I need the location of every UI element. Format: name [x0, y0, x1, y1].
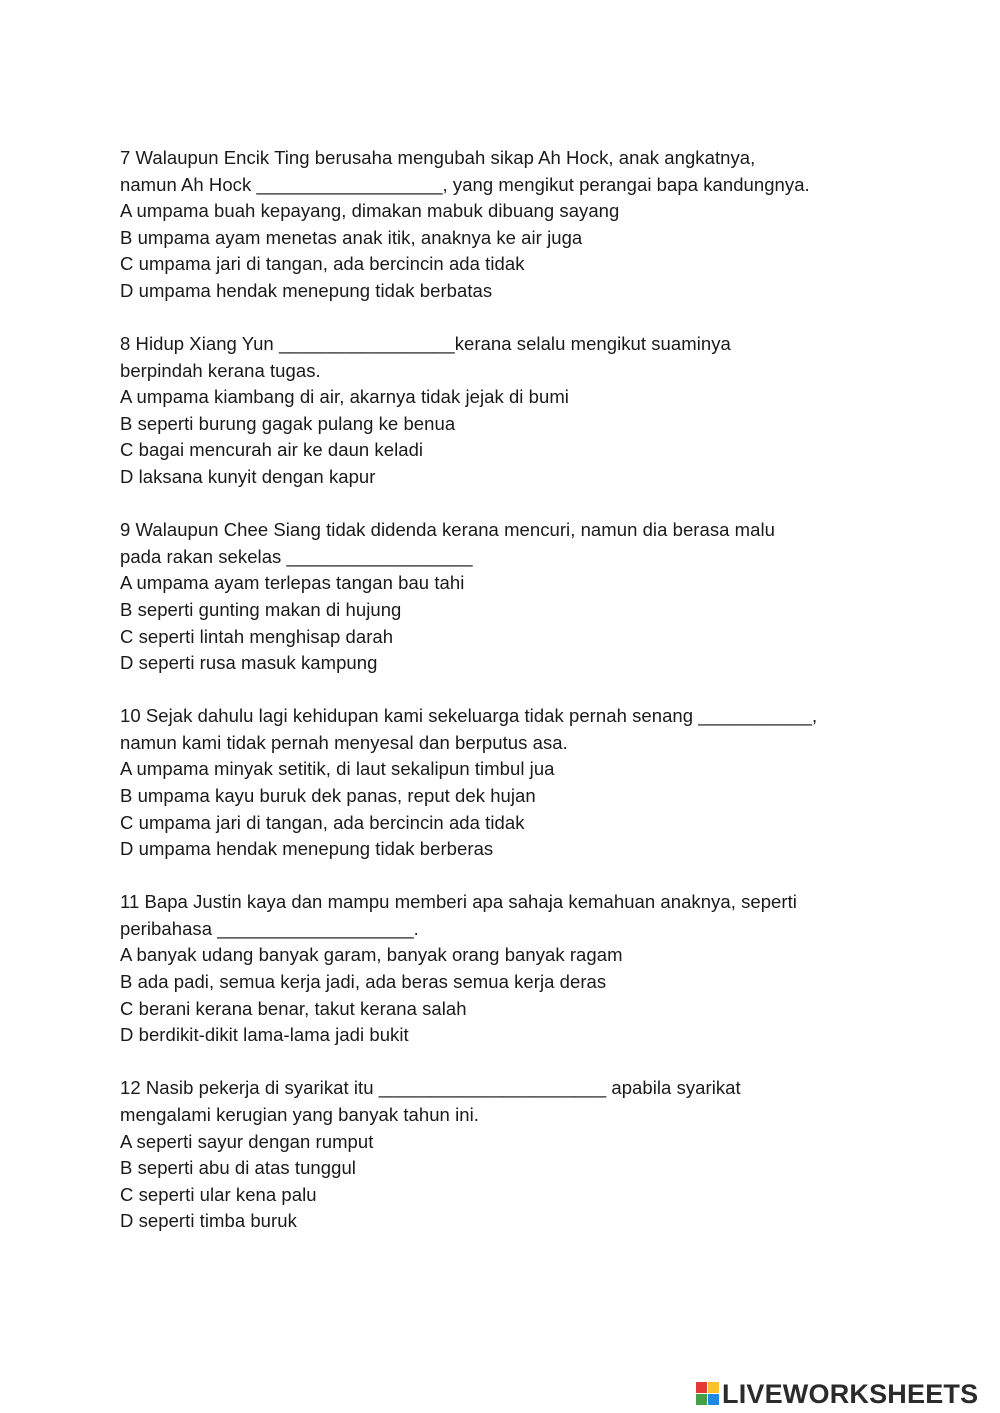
logo-square-icon	[696, 1382, 707, 1393]
question-stem-line: 8 Hidup Xiang Yun _________________kerana selalu mengikut suaminya	[120, 333, 731, 355]
question-10	[120, 703, 900, 863]
option-a: A umpama buah kepayang, dimakan mabuk dibuang sayang	[120, 200, 620, 222]
question-11	[120, 889, 900, 1049]
option-b: B seperti abu di atas tunggul	[120, 1157, 356, 1179]
logo-square-icon	[696, 1394, 707, 1405]
question-stem-line: 11 Bapa Justin kaya dan mampu memberi apa sahaja kemahuan anaknya, seperti	[120, 891, 797, 913]
logo-wordmark: LIVEWORKSHEETS	[722, 1378, 979, 1409]
question-stem-line: 7 Walaupun Encik Ting berusaha mengubah sikap Ah Hock, anak angkatnya,	[120, 147, 756, 168]
option-d: D laksana kunyit dengan kapur	[120, 466, 376, 488]
option-c: C umpama jari di tangan, ada bercincin ada tidak	[120, 811, 525, 833]
option-b: B umpama ayam menetas anak itik, anaknya ke air juga	[120, 226, 583, 248]
question-stem-line: 12 Nasib pekerja di syarikat itu ______________________ apabila syarikat	[120, 1077, 741, 1099]
question-stem-line: berpindah kerana tugas.	[120, 359, 321, 381]
question-9	[120, 517, 900, 677]
option-d: D umpama hendak menepung tidak berbatas	[120, 279, 493, 301]
option-c: C bagai mencurah air ke daun keladi	[120, 439, 424, 461]
option-c: C berani kerana benar, takut kerana salah	[120, 997, 467, 1019]
worksheet	[120, 145, 900, 1261]
question-8	[120, 331, 900, 491]
question-stem-line: pada rakan sekelas __________________	[120, 545, 473, 567]
option-d: D berdikit-dikit lama-lama jadi bukit	[120, 1024, 409, 1046]
question-stem-line: 10 Sejak dahulu lagi kehidupan kami sekeluarga tidak pernah senang ___________,	[120, 705, 818, 727]
option-d: D seperti timba buruk	[120, 1210, 297, 1232]
option-a: A umpama kiambang di air, akarnya tidak jejak di bumi	[120, 386, 569, 408]
option-a: A umpama minyak setitik, di laut sekalipun timbul jua	[120, 758, 555, 780]
question-stem-line: namun kami tidak pernah menyesal dan berputus asa.	[120, 731, 568, 753]
option-c: C seperti lintah menghisap darah	[120, 625, 394, 647]
option-b: B seperti gunting makan di hujung	[120, 598, 402, 620]
logo-square-icon	[708, 1382, 719, 1393]
option-b: B umpama kayu buruk dek panas, reput dek hujan	[120, 784, 536, 806]
option-d: D seperti rusa masuk kampung	[120, 652, 378, 674]
question-7	[120, 145, 900, 305]
question-stem-line: peribahasa ___________________.	[120, 917, 419, 939]
question-12	[120, 1075, 900, 1235]
option-d: D umpama hendak menepung tidak berberas	[120, 838, 494, 860]
logo-square-icon	[708, 1394, 719, 1405]
option-c: C seperti ular kena palu	[120, 1183, 317, 1205]
logo-mark-icon	[696, 1382, 720, 1406]
question-stem-line: mengalami kerugian yang banyak tahun ini.	[120, 1103, 479, 1125]
liveworksheets-logo	[696, 1379, 978, 1409]
option-a: A seperti sayur dengan rumput	[120, 1130, 374, 1152]
option-c: C umpama jari di tangan, ada bercincin ada tidak	[120, 253, 525, 275]
question-stem-line: namun Ah Hock __________________, yang mengikut perangai bapa kandungnya.	[120, 173, 810, 195]
option-b: B ada padi, semua kerja jadi, ada beras semua kerja deras	[120, 971, 607, 993]
question-stem-line: 9 Walaupun Chee Siang tidak didenda kerana mencuri, namun dia berasa malu	[120, 519, 775, 541]
option-b: B seperti burung gagak pulang ke benua	[120, 412, 456, 434]
option-a: A banyak udang banyak garam, banyak orang banyak ragam	[120, 944, 623, 966]
option-a: A umpama ayam terlepas tangan bau tahi	[120, 572, 465, 594]
